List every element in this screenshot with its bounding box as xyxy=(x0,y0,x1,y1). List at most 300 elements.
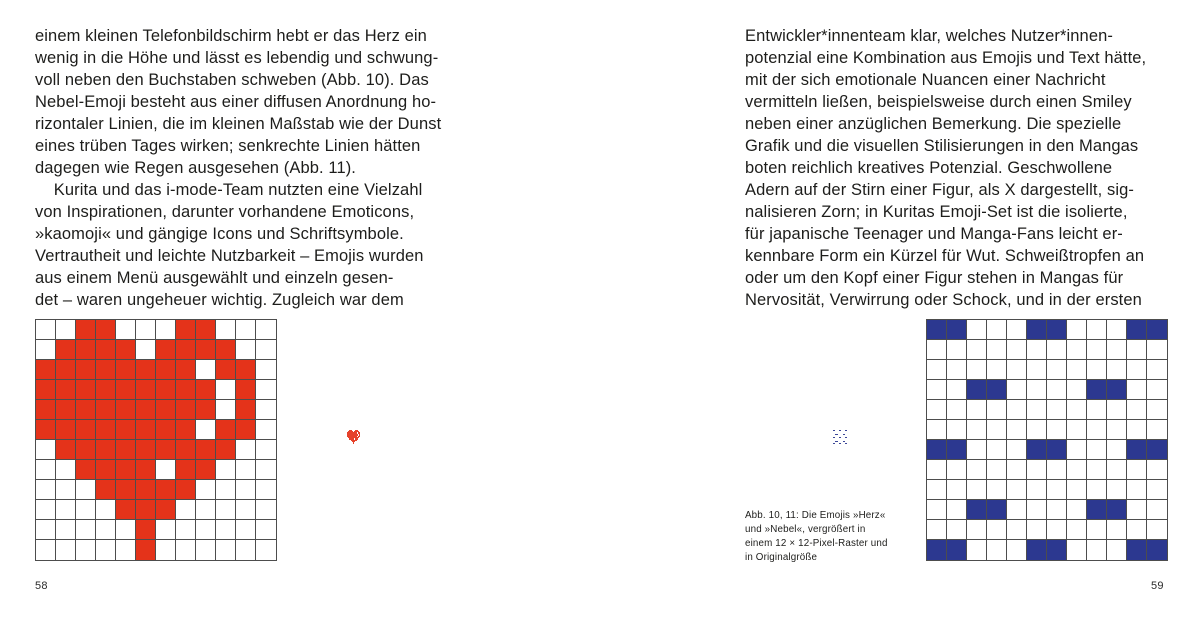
pixel-off xyxy=(236,520,256,540)
pixel-off xyxy=(947,340,967,360)
pixel-off xyxy=(236,440,256,460)
pixel-off xyxy=(1147,360,1167,380)
text-line: für japanische Teenager und Manga-Fans leicht er- xyxy=(745,225,1123,243)
pixel-off xyxy=(1047,340,1067,360)
figure-heart-pixel-grid xyxy=(35,319,277,561)
pixel-off xyxy=(1147,520,1167,540)
pixel-on xyxy=(846,443,847,444)
pixel-off xyxy=(256,440,276,460)
pixel-on xyxy=(236,400,256,420)
pixel-off xyxy=(1047,380,1067,400)
pixel-off xyxy=(196,360,216,380)
pixel-off xyxy=(256,400,276,420)
pixel-on xyxy=(176,320,196,340)
pixel-on xyxy=(236,380,256,400)
pixel-off xyxy=(76,520,96,540)
pixel-on xyxy=(136,380,156,400)
pixel-on xyxy=(136,460,156,480)
pixel-on xyxy=(116,420,136,440)
text-line: vermitteln ließen, beispielsweise durch einen Smiley xyxy=(745,93,1132,111)
pixel-on xyxy=(1147,540,1167,560)
pixel-off xyxy=(987,400,1007,420)
pixel-off xyxy=(116,540,136,560)
text-line: nalisieren Zorn; in Kuritas Emoji-Set ist die isolierte, xyxy=(745,203,1128,221)
pixel-off xyxy=(927,500,947,520)
pixel-off xyxy=(967,540,987,560)
pixel-off xyxy=(256,360,276,380)
pixel-off xyxy=(1107,540,1127,560)
pixel-off xyxy=(256,480,276,500)
text-line: Grafik und die visuellen Stilisierungen in den Mangas xyxy=(745,137,1139,155)
pixel-off xyxy=(1087,460,1107,480)
pixel-on xyxy=(1127,440,1147,460)
pixel-off xyxy=(987,460,1007,480)
pixel-off xyxy=(987,540,1007,560)
pixel-on xyxy=(116,440,136,460)
pixel-on xyxy=(1027,540,1047,560)
pixel-off xyxy=(987,320,1007,340)
pixel-on xyxy=(176,360,196,380)
pixel-off xyxy=(1107,520,1127,540)
text-line: eines trüben Tages wirken; senkrechte Linien hätten xyxy=(35,137,421,155)
pixel-off xyxy=(360,443,361,444)
pixel-off xyxy=(156,320,176,340)
pixel-off xyxy=(1007,540,1027,560)
pixel-off xyxy=(1127,460,1147,480)
pixel-on xyxy=(76,440,96,460)
pixel-off xyxy=(947,360,967,380)
text-line: det – waren ungeheuer wichtig. Zugleich war dem xyxy=(35,291,404,309)
pixel-off xyxy=(987,480,1007,500)
pixel-off xyxy=(36,440,56,460)
pixel-off xyxy=(987,360,1007,380)
text-line: boten reichlich kreatives Potenzial. Geschwollene xyxy=(745,159,1113,177)
pixel-off xyxy=(1127,400,1147,420)
pixel-on xyxy=(96,340,116,360)
pixel-on xyxy=(56,440,76,460)
pixel-off xyxy=(256,520,276,540)
pixel-on xyxy=(927,440,947,460)
text-line: aus einem Menü ausgewählt und einzeln gesen- xyxy=(35,269,394,287)
pixel-off xyxy=(1067,480,1087,500)
pixel-on xyxy=(216,440,236,460)
pixel-off xyxy=(136,340,156,360)
pixel-off xyxy=(256,460,276,480)
pixel-off xyxy=(1127,420,1147,440)
pixel-off xyxy=(1027,500,1047,520)
pixel-off xyxy=(1047,420,1067,440)
pixel-off xyxy=(1067,360,1087,380)
pixel-off xyxy=(1027,400,1047,420)
pixel-on xyxy=(56,420,76,440)
pixel-off xyxy=(1067,340,1087,360)
pixel-on xyxy=(176,480,196,500)
figure-fog-original-size xyxy=(833,430,847,444)
pixel-off xyxy=(927,420,947,440)
pixel-on xyxy=(136,400,156,420)
pixel-on xyxy=(96,400,116,420)
pixel-off xyxy=(196,420,216,440)
pixel-off xyxy=(1047,500,1067,520)
pixel-on xyxy=(1147,320,1167,340)
pixel-off xyxy=(1107,320,1127,340)
text-line: oder um den Kopf einer Figur stehen in Mangas für xyxy=(745,269,1124,287)
pixel-off xyxy=(36,500,56,520)
pixel-on xyxy=(216,360,236,380)
pixel-off xyxy=(236,340,256,360)
pixel-off xyxy=(236,460,256,480)
pixel-off xyxy=(196,500,216,520)
pixel-on xyxy=(76,380,96,400)
pixel-on xyxy=(987,380,1007,400)
pixel-on xyxy=(947,440,967,460)
pixel-off xyxy=(927,360,947,380)
text-line: Nebel-Emoji besteht aus einer diffusen Anordnung ho- xyxy=(35,93,437,111)
pixel-off xyxy=(116,320,136,340)
pixel-off xyxy=(1027,480,1047,500)
pixel-off xyxy=(36,520,56,540)
pixel-off xyxy=(1127,360,1147,380)
pixel-off xyxy=(947,460,967,480)
pixel-off xyxy=(136,320,156,340)
pixel-on xyxy=(76,420,96,440)
pixel-off xyxy=(36,340,56,360)
pixel-on xyxy=(156,500,176,520)
text-line: Adern auf der Stirn einer Figur, als X dargestellt, sig- xyxy=(745,181,1134,199)
pixel-off xyxy=(1147,340,1167,360)
pixel-on xyxy=(96,460,116,480)
text-line: in Originalgröße xyxy=(745,552,818,563)
pixel-on xyxy=(987,500,1007,520)
pixel-on xyxy=(136,500,156,520)
pixel-off xyxy=(1087,340,1107,360)
figure-fog-pixel-grid xyxy=(926,319,1168,561)
pixel-off xyxy=(987,520,1007,540)
pixel-off xyxy=(927,380,947,400)
left-body-text xyxy=(35,25,441,311)
pixel-on xyxy=(136,520,156,540)
pixel-off xyxy=(76,480,96,500)
pixel-off xyxy=(1047,480,1067,500)
pixel-off xyxy=(1007,500,1027,520)
pixel-on xyxy=(36,360,56,380)
pixel-on xyxy=(76,460,96,480)
pixel-off xyxy=(1127,480,1147,500)
pixel-on xyxy=(1047,540,1067,560)
pixel-off xyxy=(1047,520,1067,540)
pixel-off xyxy=(256,340,276,360)
pixel-off xyxy=(156,460,176,480)
pixel-off xyxy=(1007,400,1027,420)
pixel-on xyxy=(176,420,196,440)
pixel-off xyxy=(1047,400,1067,420)
pixel-off xyxy=(1027,460,1047,480)
text-line: neben einer anzüglichen Bemerkung. Die spezielle xyxy=(745,115,1122,133)
pixel-on xyxy=(156,340,176,360)
pixel-on xyxy=(36,400,56,420)
pixel-off xyxy=(56,320,76,340)
pixel-off xyxy=(256,540,276,560)
pixel-on xyxy=(56,400,76,420)
pixel-on xyxy=(927,320,947,340)
pixel-on xyxy=(96,440,116,460)
pixel-off xyxy=(1067,540,1087,560)
pixel-off xyxy=(176,520,196,540)
text-line: Vertrautheit und leichte Nutzbarkeit – Emojis wurden xyxy=(35,247,424,265)
pixel-on xyxy=(96,320,116,340)
pixel-on xyxy=(96,360,116,380)
text-line: Kurita und das i-mode-Team nutzten eine Vielzahl xyxy=(35,181,423,199)
pixel-on xyxy=(136,540,156,560)
pixel-off xyxy=(987,440,1007,460)
pixel-off xyxy=(1007,320,1027,340)
text-line: Entwickler*innenteam klar, welches Nutzer*innen- xyxy=(745,27,1113,45)
pixel-off xyxy=(96,500,116,520)
pixel-off xyxy=(216,500,236,520)
pixel-on xyxy=(176,340,196,360)
pixel-off xyxy=(967,420,987,440)
pixel-off xyxy=(36,460,56,480)
pixel-on xyxy=(76,360,96,380)
pixel-on xyxy=(116,340,136,360)
pixel-off xyxy=(196,540,216,560)
pixel-off xyxy=(56,480,76,500)
pixel-off xyxy=(967,480,987,500)
pixel-off xyxy=(216,400,236,420)
pixel-off xyxy=(947,400,967,420)
pixel-on xyxy=(36,420,56,440)
pixel-off xyxy=(947,520,967,540)
pixel-off xyxy=(1047,360,1067,380)
pixel-off xyxy=(1107,440,1127,460)
pixel-on xyxy=(927,540,947,560)
pixel-off xyxy=(1007,380,1027,400)
pixel-off xyxy=(1107,420,1127,440)
pixel-off xyxy=(36,320,56,340)
pixel-off xyxy=(1087,320,1107,340)
pixel-off xyxy=(196,520,216,540)
pixel-on xyxy=(1107,380,1127,400)
pixel-off xyxy=(1087,420,1107,440)
pixel-off xyxy=(1047,460,1067,480)
pixel-off xyxy=(176,500,196,520)
pixel-on xyxy=(56,380,76,400)
pixel-on xyxy=(196,400,216,420)
pixel-on xyxy=(196,380,216,400)
pixel-off xyxy=(56,500,76,520)
text-line: »kaomoji« und gängige Icons und Schriftsymbole. xyxy=(35,225,404,243)
pixel-on xyxy=(116,380,136,400)
pixel-off xyxy=(947,420,967,440)
pixel-off xyxy=(967,440,987,460)
pixel-on xyxy=(236,360,256,380)
pixel-off xyxy=(1067,320,1087,340)
pixel-off xyxy=(1027,520,1047,540)
pixel-off xyxy=(116,520,136,540)
pixel-off xyxy=(967,340,987,360)
pixel-off xyxy=(1127,500,1147,520)
pixel-off xyxy=(236,320,256,340)
pixel-on xyxy=(1087,380,1107,400)
pixel-on xyxy=(967,380,987,400)
text-line: rizontaler Linien, die im kleinen Maßstab wie der Dunst xyxy=(35,115,442,133)
pixel-off xyxy=(256,420,276,440)
pixel-on xyxy=(56,340,76,360)
pixel-off xyxy=(947,380,967,400)
text-line: und »Nebel«, vergrößert in xyxy=(745,524,866,535)
pixel-off xyxy=(1147,480,1167,500)
pixel-off xyxy=(927,460,947,480)
text-line: voll neben den Buchstaben schweben (Abb. 10). Das xyxy=(35,71,429,89)
pixel-on xyxy=(196,320,216,340)
pixel-off xyxy=(236,500,256,520)
pixel-on xyxy=(156,400,176,420)
pixel-on xyxy=(236,420,256,440)
pixel-off xyxy=(1027,340,1047,360)
pixel-off xyxy=(1007,440,1027,460)
pixel-off xyxy=(1007,360,1027,380)
pixel-off xyxy=(1107,340,1127,360)
pixel-on xyxy=(176,440,196,460)
pixel-off xyxy=(1087,400,1107,420)
text-line: Nervosität, Verwirrung oder Schock, und in der ersten xyxy=(745,291,1142,309)
pixel-on xyxy=(116,480,136,500)
pixel-off xyxy=(216,320,236,340)
pixel-off xyxy=(1087,360,1107,380)
pixel-off xyxy=(1107,360,1127,380)
pixel-on xyxy=(216,340,236,360)
text-line: einem kleinen Telefonbildschirm hebt er das Herz ein xyxy=(35,27,427,45)
pixel-off xyxy=(1147,500,1167,520)
pixel-off xyxy=(36,540,56,560)
text-line: einem 12 × 12-Pixel-Raster und xyxy=(745,538,888,549)
pixel-on xyxy=(967,500,987,520)
pixel-on xyxy=(1147,440,1167,460)
pixel-on xyxy=(1027,320,1047,340)
pixel-off xyxy=(216,540,236,560)
pixel-on xyxy=(196,340,216,360)
pixel-off xyxy=(256,500,276,520)
pixel-off xyxy=(1027,420,1047,440)
pixel-off xyxy=(1007,480,1027,500)
pixel-on xyxy=(1127,320,1147,340)
pixel-off xyxy=(1067,440,1087,460)
pixel-on xyxy=(947,320,967,340)
pixel-off xyxy=(156,540,176,560)
pixel-off xyxy=(967,360,987,380)
pixel-on xyxy=(116,360,136,380)
pixel-off xyxy=(927,340,947,360)
pixel-off xyxy=(1027,380,1047,400)
pixel-on xyxy=(156,480,176,500)
pixel-on xyxy=(116,400,136,420)
pixel-off xyxy=(1147,460,1167,480)
pixel-off xyxy=(256,320,276,340)
pixel-off xyxy=(1087,520,1107,540)
pixel-off xyxy=(927,400,947,420)
pixel-off xyxy=(1007,460,1027,480)
pixel-on xyxy=(1127,540,1147,560)
pixel-on xyxy=(947,540,967,560)
pixel-on xyxy=(1107,500,1127,520)
pixel-off xyxy=(987,420,1007,440)
pixel-off xyxy=(1007,340,1027,360)
pixel-off xyxy=(967,320,987,340)
pixel-on xyxy=(196,440,216,460)
pixel-on xyxy=(156,420,176,440)
text-line: dagegen wie Regen ausgesehen (Abb. 11). xyxy=(35,159,356,177)
pixel-off xyxy=(1067,500,1087,520)
pixel-on xyxy=(1047,320,1067,340)
pixel-on xyxy=(136,440,156,460)
figure-heart-original-size xyxy=(347,430,361,444)
page-number-right: 59 xyxy=(1151,580,1164,592)
text-line: potenzial eine Kombination aus Emojis und Text hätte, xyxy=(745,49,1147,67)
pixel-on xyxy=(56,360,76,380)
pixel-off xyxy=(1127,380,1147,400)
pixel-on xyxy=(176,460,196,480)
pixel-off xyxy=(1067,520,1087,540)
figure-caption xyxy=(745,509,888,565)
pixel-on xyxy=(96,480,116,500)
pixel-off xyxy=(1067,380,1087,400)
pixel-off xyxy=(216,380,236,400)
pixel-off xyxy=(76,500,96,520)
pixel-off xyxy=(1087,480,1107,500)
pixel-on xyxy=(76,320,96,340)
pixel-off xyxy=(1067,460,1087,480)
pixel-off xyxy=(236,480,256,500)
pixel-off xyxy=(36,480,56,500)
text-line: wenig in die Höhe und lässt es lebendig und schwung- xyxy=(35,49,439,67)
pixel-on xyxy=(96,380,116,400)
pixel-off xyxy=(256,380,276,400)
pixel-off xyxy=(1087,440,1107,460)
text-line: von Inspirationen, darunter vorhandene Emoticons, xyxy=(35,203,415,221)
pixel-off xyxy=(947,480,967,500)
pixel-on xyxy=(176,380,196,400)
pixel-on xyxy=(136,420,156,440)
pixel-off xyxy=(156,520,176,540)
pixel-off xyxy=(1107,400,1127,420)
pixel-on xyxy=(136,480,156,500)
pixel-off xyxy=(967,400,987,420)
pixel-off xyxy=(216,460,236,480)
pixel-on xyxy=(96,420,116,440)
pixel-on xyxy=(156,360,176,380)
text-line: Abb. 10, 11: Die Emojis »Herz« xyxy=(745,510,886,521)
pixel-off xyxy=(967,520,987,540)
pixel-off xyxy=(947,500,967,520)
text-line: kennbare Form ein Kürzel für Wut. Schweißtropfen an xyxy=(745,247,1145,265)
pixel-on xyxy=(176,400,196,420)
pixel-off xyxy=(76,540,96,560)
pixel-on xyxy=(156,380,176,400)
pixel-off xyxy=(1067,400,1087,420)
pixel-off xyxy=(1007,520,1027,540)
pixel-on xyxy=(156,440,176,460)
pixel-off xyxy=(56,520,76,540)
pixel-on xyxy=(1047,440,1067,460)
pixel-on xyxy=(216,420,236,440)
pixel-off xyxy=(216,520,236,540)
pixel-off xyxy=(56,540,76,560)
pixel-off xyxy=(1027,360,1047,380)
pixel-off xyxy=(967,460,987,480)
pixel-on xyxy=(196,460,216,480)
pixel-off xyxy=(1067,420,1087,440)
pixel-off xyxy=(236,540,256,560)
